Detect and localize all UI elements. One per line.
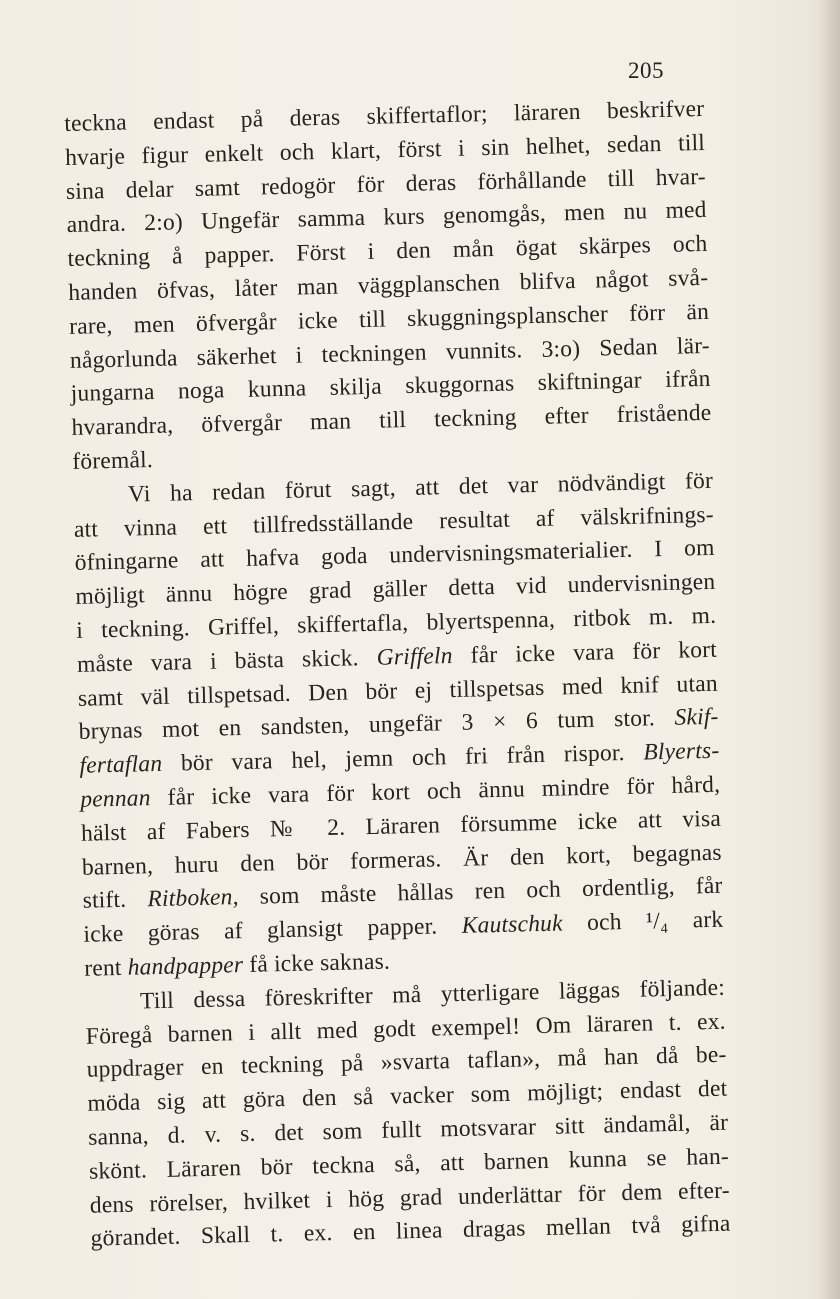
italic-term: handpapper bbox=[127, 951, 244, 981]
text-run: dens rörelser, hvilket i hög grad underlättar för dem efter- bbox=[89, 1177, 730, 1219]
text-run: Föregå barnen i allt med godt exempel! Om läraren t. ex. bbox=[85, 1008, 727, 1050]
text-run: andra. 2:o) Ungefär samma kurs genomgås, men nu med bbox=[66, 197, 707, 239]
text-run: möjligt ännu högre grad gäller detta vid undervisningen bbox=[75, 568, 716, 611]
italic-term: pennan bbox=[79, 785, 151, 813]
italic-term: Griffeln bbox=[376, 642, 453, 671]
text-run: samt väl tillspetsad. Den bör ej tillspetsas med knif utan bbox=[77, 670, 719, 712]
text-run: teckna endast på deras skiffertaflor; läraren beskrifver bbox=[64, 95, 705, 137]
text-run: hvarandra, öfvergår man till teckning efter fristående bbox=[71, 400, 712, 442]
text-run: uppdrager en teckning på »svarta taflan», må han då be- bbox=[86, 1041, 727, 1084]
italic-term: Skif- bbox=[674, 704, 719, 732]
page-number: 205 bbox=[628, 58, 664, 83]
text-run: och ¹/₄ ark bbox=[586, 906, 724, 937]
page-edge-shadow bbox=[818, 0, 840, 1299]
text-run: får icke vara för kort och ännu mindre för hård, bbox=[167, 771, 721, 811]
text-run: görandet. Skall t. ex. en linea dragas mellan två gifna bbox=[90, 1210, 731, 1252]
text-run: får icke vara för kort bbox=[470, 636, 718, 669]
text-run: brynas mot en sandsten, ungefär 3 × 6 tum stor. bbox=[78, 705, 656, 746]
text-run: barnen, huru den bör formeras. Är den kort, begagnas bbox=[81, 839, 723, 881]
italic-term: Blyerts- bbox=[643, 737, 720, 766]
italic-term: fertaflan bbox=[79, 751, 163, 779]
text-run: hälst af Fabers № 2. Läraren försumme icke att visa bbox=[80, 805, 722, 847]
text-run: icke göras af glansigt papper. bbox=[83, 913, 438, 948]
text-run: skönt. Läraren bör teckna så, att barnen kunna se han- bbox=[88, 1143, 730, 1185]
text-run: få icke saknas. bbox=[249, 948, 391, 978]
text-run: föremål. bbox=[72, 446, 154, 475]
text-run: Vi ha redan förut sagt, att det var nödvändigt för bbox=[127, 467, 714, 508]
text-run: stift. bbox=[82, 887, 127, 915]
body-text bbox=[64, 93, 731, 1257]
text-run: hvarje figur enkelt och klart, först i sin helhet, sedan till bbox=[64, 129, 706, 171]
text-run: möda sig att göra den så vacker som möjligt; endast det bbox=[87, 1075, 728, 1117]
text-run: sina delar samt redogör för deras förhållande till hvar- bbox=[65, 163, 707, 205]
text-run: som måste hållas ren och ordentlig, får bbox=[259, 873, 723, 910]
text-run: teckning å papper. Först i den mån ögat skärpes och bbox=[67, 231, 708, 273]
text-run: jungarna noga kunna skilja skuggornas skiftningar ifrån bbox=[70, 366, 711, 408]
italic-term: Kautschuk bbox=[461, 910, 564, 939]
text-run: bör vara hel, jemn och fri från rispor. bbox=[180, 740, 625, 777]
text-run: att vinna ett tillfredsställande resultat af välskrifnings- bbox=[73, 501, 715, 543]
text-run: rent bbox=[83, 954, 122, 982]
text-run: måste vara i bästa skick. bbox=[76, 644, 359, 678]
text-run: i teckning. Griffel, skiffertafla, blyertspenna, ritbok m. m. bbox=[76, 602, 717, 644]
text-run: öfningarne att hafva goda undervisningsmaterialier. I om bbox=[74, 535, 715, 577]
text-run: handen öfvas, låter man väggplanschen blifva något svå- bbox=[68, 264, 709, 306]
text-run: någorlunda säkerhet i teckningen vunnits. 3:o) Sedan lär- bbox=[69, 332, 711, 374]
text-run: rare, men öfvergår icke till skuggningsplanscher förr än bbox=[68, 298, 710, 340]
text-run: sanna, d. v. s. det som fullt motsvarar sitt ändamål, är bbox=[87, 1109, 729, 1151]
italic-term: Ritboken, bbox=[147, 884, 239, 913]
text-run: Till dessa föreskrifter må ytterligare läggas följande: bbox=[139, 974, 726, 1015]
